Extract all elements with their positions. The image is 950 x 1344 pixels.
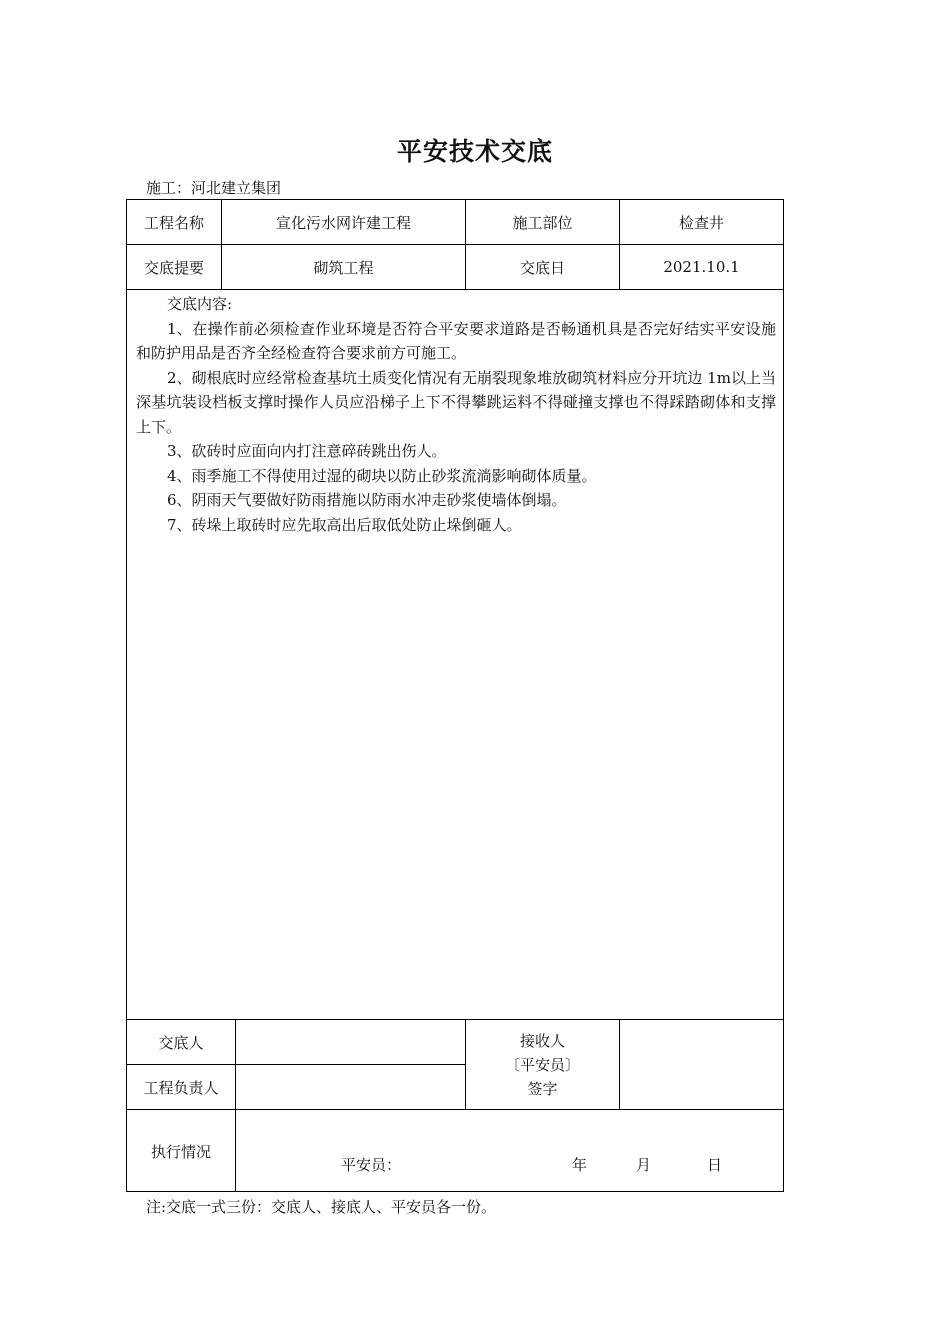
month-label: 月 [636,1156,652,1174]
content-item: 6、阴雨天气要做好防雨措施以防雨水冲走砂浆使墙体倒塌。 [167,491,567,509]
receiver-signature-label [466,1020,619,1109]
column-divider [619,1019,620,1109]
day-label: 日 [707,1156,723,1174]
date-value: 2021.10.1 [663,258,740,276]
column-divider [235,1019,236,1192]
disclosure-content [136,292,776,537]
project-leader-label: 工程负责人 [143,1078,219,1097]
footnote: 注:交底一式三份：交底人、接底人、平安员各一份。 [146,1198,497,1216]
date-label: 交底日 [519,258,565,277]
content-heading: 交底内容: [167,295,233,313]
content-item: 7、砖垛上取砖时应先取高出后取低处防止垛倒砸人。 [167,515,522,534]
receiver-role-label: 〔平安员〕 [504,1055,580,1074]
receiver-sign-label: 签字 [527,1079,558,1098]
content-item: 3、砍砖时应面向内打注意碎砖跳出伤人。 [167,442,447,460]
project-name-label: 工程名称 [143,213,204,232]
project-name-value: 宣化污水网许建工程 [275,213,411,232]
content-item: 1、在操作前必须检查作业环境是否符合平安要求道路是否畅通机具是否完好结实平安设施和防护用品是否齐全经检查符合要求前方可施工。 [136,319,776,362]
contractor-label: 施工：河北建立集团 [146,179,282,197]
summary-value: 砌筑工程 [313,258,374,277]
receiver-label: 接收人 [519,1031,565,1050]
construction-part-label: 施工部位 [512,213,573,232]
discloser-label: 交底人 [158,1033,204,1052]
execution-label: 执行情况 [150,1142,211,1161]
summary-label: 交底提要 [143,258,204,277]
safety-officer-label: 平安员： [341,1156,402,1174]
row-divider [126,289,784,290]
content-item: 2、砌根底时应经常检查基坑土质变化情况有无崩裂现象堆放砌筑材料应分开坑边 1m以上当深基坑装设档板支撑时操作人员应沿梯子上下不得攀跳运料不得碰撞支撑也不得踩踏砌体和支撑上下。 [136,368,776,436]
content-item: 4、雨季施工不得使用过湿的砌块以防止砂浆流淌影响砌体质量。 [167,466,597,485]
year-label: 年 [572,1156,588,1174]
page-title: 平安技术交底 [396,137,553,166]
construction-part-value: 检查井 [678,213,724,232]
